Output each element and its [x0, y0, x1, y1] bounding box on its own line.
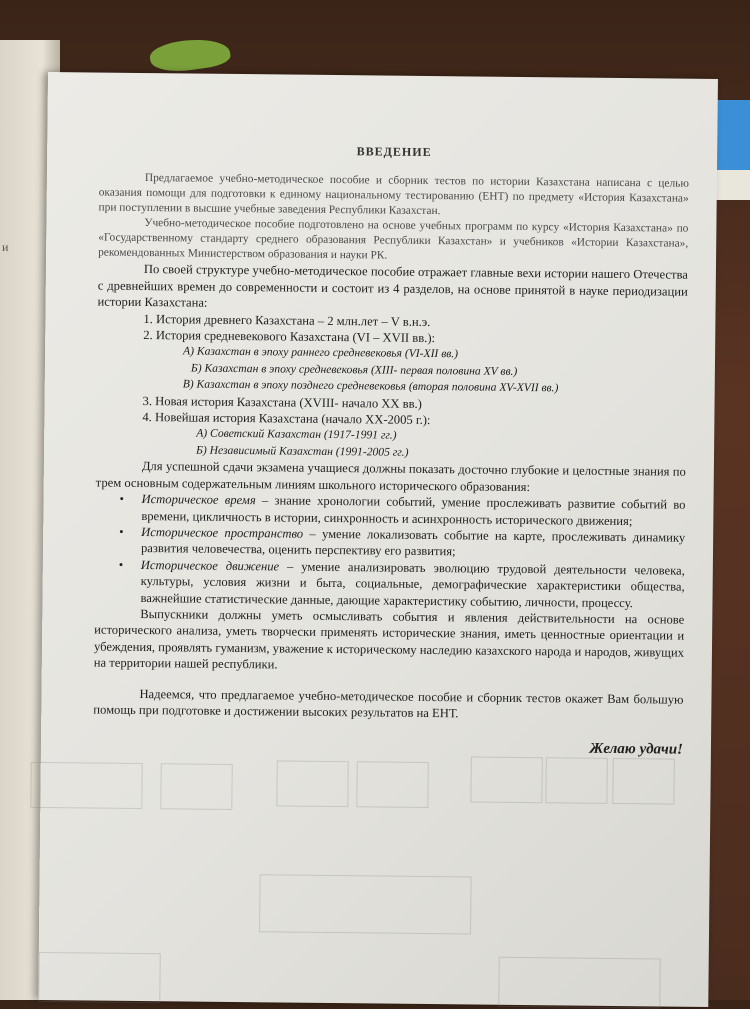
- bleed-through-box: [276, 760, 348, 807]
- list-item: • Историческое движение – умение анализировать эволюцию трудовой деятельности человека, культуры, условия жизни и быта, социальные, демографические характеристики общества, важнейшие статистические данные, дающие характеристику событию, личности, процессу.: [120, 557, 684, 612]
- period-subitem: В) Казахстан в эпоху позднего средневековья (вторая половина XV-XVII вв.): [182, 377, 559, 395]
- bleed-through-box: [160, 763, 232, 810]
- bleed-through-box: [356, 761, 428, 808]
- content-lines-list: [94, 491, 685, 612]
- list-item: • Историческое время – знание хронологии событий, умение прослеживать развитие событий во времени, цикличность в истории, синхронность и асинхронность исторического движения;: [121, 491, 685, 530]
- closing-paragraph: Надеемся, что предлагаемое учебно-методическое пособие и сборник тестов окажет Вам большую помощь при подготовке и достижении высоких результатов на ЕНТ.: [93, 686, 684, 721]
- bleed-through-box: [545, 757, 607, 804]
- program-paragraph: Учебно-методическое пособие подготовлено на основе учебных программ по курсу «История Казахстана» по «Государственному стандарту среднего образования Республики Казахстан» и учебников «Истории Казахстана», рекомендованных Министерством образования и науки РК.: [98, 217, 689, 262]
- margin-fragment: и: [2, 240, 9, 254]
- period-item: 3. Новая история Казахстана (XVIII- начало XX вв.): [142, 393, 422, 411]
- period-item: 2. История средневекового Казахстана (VI – XVII вв.):: [143, 328, 436, 346]
- document-page: [38, 72, 718, 1007]
- bleed-through-box: [498, 957, 661, 1009]
- bleed-through-box: [38, 952, 161, 1003]
- period-item: 1. История древнего Казахстана – 2 млн.лет – V в.н.э.: [143, 311, 431, 329]
- list-item: • Историческое пространство – умение локализовать событие на карте, прослеживать динамику развития человечества, оценить перспективу его развития;: [121, 524, 685, 563]
- requirements-paragraph: Для успешной сдачи экзамена учащиеся должны показать досточно глубокие и целостные знания по трем основным содержательным линиям школьного исторического образования:: [95, 459, 686, 494]
- structure-paragraph: По своей структуре учебно-методическое пособие отражает главные вехи истории нашего Отечества с древнейших времен до современности и состоит из 4 разделов, на основе принятой в науке периодизации истории Казахстана:: [97, 262, 688, 310]
- green-leaf-decoration: [148, 35, 231, 76]
- period-subitem: Б) Казахстан в эпоху средневековья (XIII- первая половина XV вв.): [190, 361, 518, 378]
- period-subitem: А) Казахстан в эпоху раннего средневековья (VI-XII вв.): [183, 344, 459, 361]
- period-subitem: Б) Независимый Казахстан (1991-2005 гг.): [195, 443, 409, 459]
- bleed-through-box: [612, 758, 674, 805]
- bleed-through-box: [259, 874, 472, 934]
- intro-paragraph: Предлагаемое учебно-методическое пособие и сборник тестов по истории Казахстана написана с целью оказания помощи для подготовки к единому национальному тестированию (ЕНТ) по предмету «История Казахстана» при поступлении в высшие учебные заведения Республики Казахстан.: [98, 172, 689, 218]
- page-title: ВВЕДЕНИЕ: [356, 144, 432, 160]
- bleed-through-box: [30, 762, 142, 809]
- period-subitem: А) Советский Казахстан (1917-1991 гг.): [196, 427, 397, 443]
- bleed-through-box: [470, 756, 542, 803]
- text-body: [93, 141, 689, 759]
- graduates-paragraph: Выпускники должны уметь осмысливать события и явления действительности на основе исторического анализа, уметь творчески применять исторические знания, иметь ценностные ориентации и убеждения, проявлять гуманизм, уважение к историческому наследию казахского народа и народов, живущих на территории нашей республики.: [93, 606, 685, 672]
- period-item: 4. Новейшая история Казахстана (начало XX-2005 г.):: [142, 410, 431, 428]
- good-luck-signoff: Желаю удачи!: [589, 741, 684, 759]
